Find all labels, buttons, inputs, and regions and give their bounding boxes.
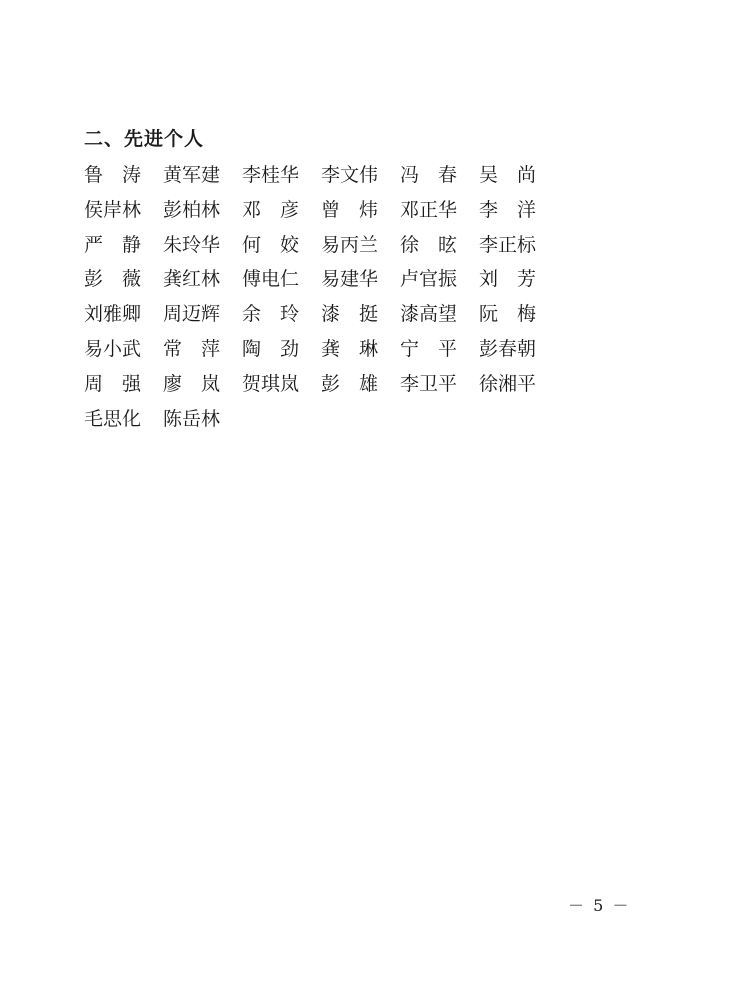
person-name: 李 桂 华 [242, 164, 300, 186]
person-name: 冯 春 [400, 164, 457, 186]
person-name: 易 建 华 [321, 268, 379, 291]
page-number: － 5 － [568, 896, 631, 915]
person-name: 邓 正 华 [400, 198, 458, 221]
person-name: 漆 高 望 [400, 303, 458, 326]
section-heading: 二、先进个人 [84, 128, 205, 150]
person-name: 吴 尚 [479, 164, 536, 186]
person-name: 常 萍 [163, 337, 220, 360]
person-name: 朱 玲 华 [163, 233, 221, 256]
person-name: 李 正 标 [479, 233, 537, 256]
person-name: 龚 琳 [321, 337, 378, 360]
person-name: 漆 挺 [321, 303, 378, 326]
person-name: 毛 思 化 [84, 407, 142, 430]
person-name: 易 小 武 [84, 337, 142, 360]
person-name: 廖 岚 [163, 372, 220, 395]
person-name: 徐 昡 [400, 233, 457, 256]
person-name: 彭 薇 [84, 268, 141, 291]
person-name: 李 卫 平 [400, 372, 458, 395]
person-name: 邓 彦 [242, 198, 299, 221]
person-name: 贺 琪 岚 [242, 372, 300, 395]
person-name: 鲁 涛 [84, 164, 141, 186]
person-name: 曾 炜 [321, 198, 378, 221]
person-name: 刘 雅 卿 [84, 303, 142, 326]
person-name: 李 文 伟 [321, 164, 379, 186]
person-name: 傅 电 仁 [242, 268, 300, 291]
person-name: 刘 芳 [479, 268, 536, 291]
person-name: 宁 平 [400, 337, 457, 360]
person-name: 卢 官 振 [400, 268, 458, 291]
person-name: 李 洋 [479, 198, 536, 221]
person-name: 徐 湘 平 [479, 372, 537, 395]
person-name: 阮 梅 [479, 303, 536, 326]
person-name: 陈 岳 林 [163, 407, 221, 430]
person-name: 黄 军 建 [163, 164, 221, 186]
person-name: 陶 劲 [242, 337, 299, 360]
person-name: 彭 柏 林 [163, 198, 221, 221]
person-name: 严 静 [84, 233, 141, 256]
person-name: 彭 雄 [321, 372, 378, 395]
person-name: 何 姣 [242, 233, 299, 256]
person-name: 周 强 [84, 372, 141, 395]
person-name: 侯 岸 林 [84, 198, 142, 221]
names-grid [84, 158, 558, 436]
person-name: 龚 红 林 [163, 268, 221, 291]
person-name: 彭 春 朝 [479, 337, 537, 360]
person-name: 余 玲 [242, 303, 299, 326]
person-name: 易 丙 兰 [321, 233, 379, 256]
person-name: 周 迈 辉 [163, 303, 221, 326]
